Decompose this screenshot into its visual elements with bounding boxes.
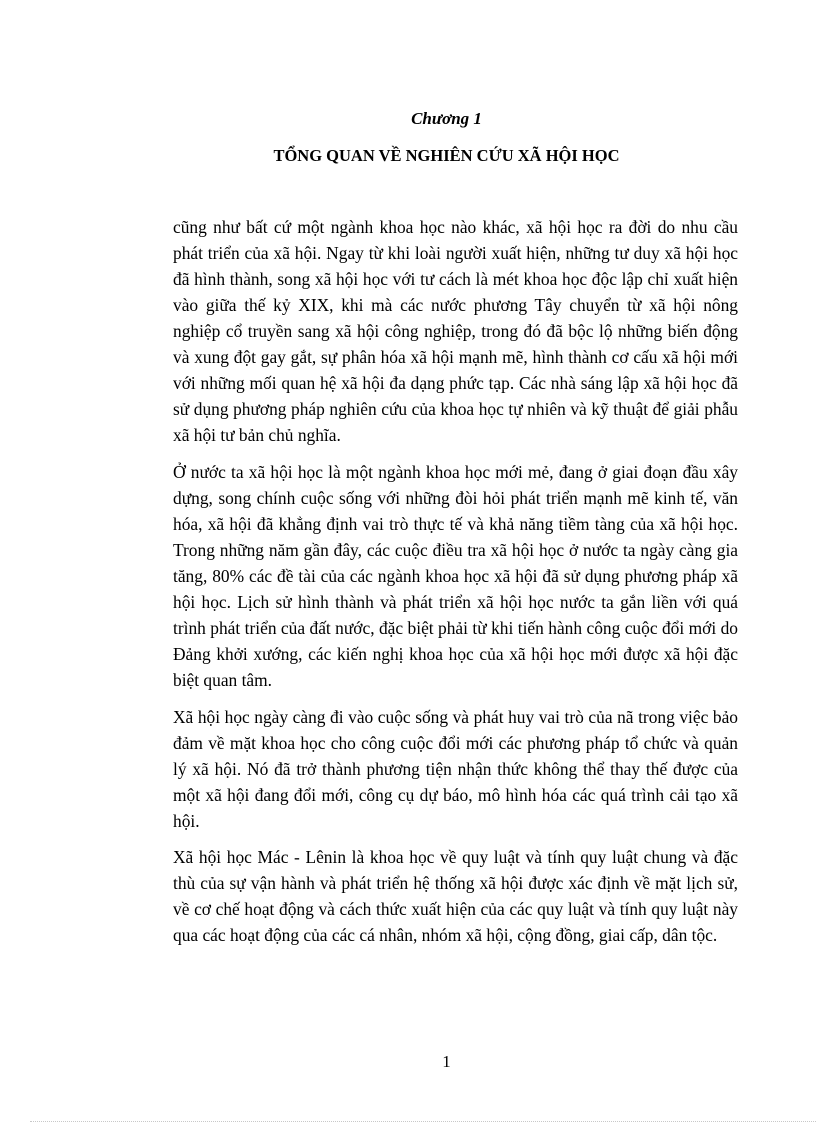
paragraph-sociology-in-vietnam: Ở nước ta xã hội học là một ngành khoa học mới mẻ, đang ở giai đoạn đầu xây dựng, song chính cuộc sống với những đòi hỏi phát triển mạnh mẽ kinh tế, văn hóa, xã hội đã khẳng định vai trò thực tế và khả năng tiềm tàng của xã hội học. Trong những năm gần đây, các cuộc điều tra xã hội học ở nước ta ngày càng gia tăng, 80% các đề tài của các ngành khoa học xã hội đã sử dụng phương pháp xã hội học. Lịch sử hình thành và phát triển xã hội học nước ta gắn liền với quá trình phát triển của đất nước, đặc biệt phải từ khi tiến hành công cuộc đổi mới do Đảng khởi xướng, các kiến nghị khoa học của xã hội học mới được xã hội đặc biệt quan tâm. <box>173 462 738 690</box>
chapter-label: Chương 1 <box>411 109 482 128</box>
page-bottom-divider <box>30 1121 816 1122</box>
body-text <box>173 214 738 960</box>
paragraph-origin-of-sociology: cũng như bất cứ một ngành khoa học nào khác, xã hội học ra đời do nhu cầu phát triển của xã hội. Ngay từ khi loài người xuất hiện, những tư duy xã hội học đã hình thành, song xã hội học với tư cách là mét khoa học độc lập chỉ xuất hiện vào giữa thế kỷ XIX, khi mà các nước phương Tây chuyển từ xã hội nông nghiệp cổ truyền sang xã hội công nghiệp, trong đó đã bộc lộ những biến động và xung đột gay gắt, sự phân hóa xã hội mạnh mẽ, hình thành cơ cấu xã hội mới với những mối quan hệ xã hội đa dạng phức tạp. Các nhà sáng lập xã hội học đã sử dụng phương pháp nghiên cứu của khoa học tự nhiên và kỹ thuật để giải phẫu xã hội tư bản chủ nghĩa. <box>173 217 738 445</box>
paragraph-marxist-leninist-sociology: Xã hội học Mác - Lênin là khoa học về quy luật và tính quy luật chung và đặc thù của sự vận hành và phát triển hệ thống xã hội được xác định về mặt lịch sử, về cơ chế hoạt động và cách thức xuất hiện của các quy luật và tính quy luật này qua các hoạt động của các cá nhân, nhóm xã hội, cộng đồng, giai cấp, dân tộc. <box>173 847 738 945</box>
page-number: 1 <box>442 1052 451 1071</box>
chapter-title: TỔNG QUAN VỀ NGHIÊN CỨU XÃ HỘI HỌC <box>273 146 620 165</box>
paragraph-role-of-sociology: Xã hội học ngày càng đi vào cuộc sống và phát huy vai trò của nã trong việc bảo đảm về mặt khoa học cho công cuộc đổi mới các phương pháp tổ chức và quản lý xã hội. Nó đã trở thành phương tiện nhận thức không thể thay thế được của một xã hội đang đổi mới, công cụ dự báo, mô hình hóa các quá trình cải tạo xã hội. <box>173 707 738 831</box>
